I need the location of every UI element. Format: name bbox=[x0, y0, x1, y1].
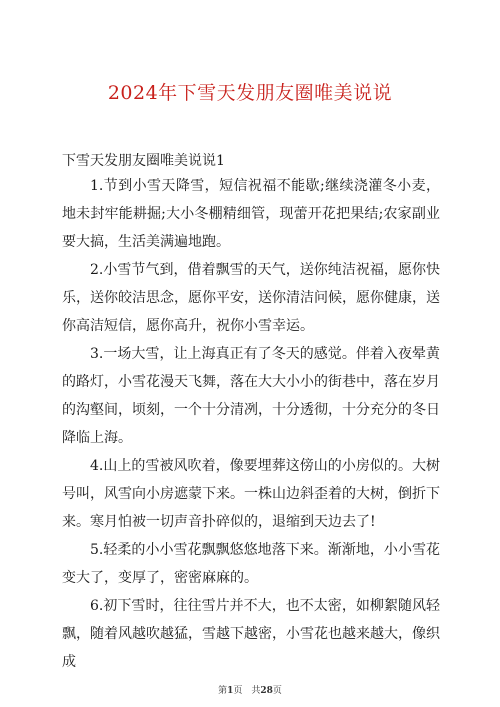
paragraph-4: 4.山上的雪被风吹着，像要埋葬这傍山的小房似的。大树号叫，风雪向小房遮蒙下来。一株山边斜歪着的大树，倒折下来。寒月怕被一切声音扑碎似的，退缩到天边去了! bbox=[62, 458, 440, 530]
page-prefix: 第 bbox=[218, 686, 228, 696]
page-suffix: 页 bbox=[272, 686, 282, 696]
paragraph-1: 1.节到小雪天降雪，短信祝福不能歇;继续浇灌冬小麦，地未封牢能耕掘;大小冬棚精细管，现蕾开花把果结;农家副业要大搞，生活美满遍地跑。 bbox=[62, 178, 440, 250]
page-current: 1 bbox=[227, 686, 234, 696]
page-footer bbox=[0, 683, 500, 696]
paragraph-3: 3.一场大雪，让上海真正有了冬天的感觉。伴着入夜晕黄的路灯，小雪花漫天飞舞，落在大大小小的街巷中，落在岁月的沟壑间，顷刻，一个十分清冽，十分透彻，十分充分的冬日降临上海。 bbox=[62, 346, 440, 446]
page-total: 28 bbox=[260, 686, 273, 696]
document-body bbox=[62, 172, 440, 676]
paragraph-5: 5.轻柔的小小雪花飘飘悠悠地落下来。渐渐地，小小雪花变大了，变厚了，密密麻麻的。 bbox=[62, 542, 440, 586]
page-mid: 页 共 bbox=[233, 686, 261, 696]
section-heading: 下雪天发朋友圈唯美说说1 bbox=[62, 153, 225, 169]
paragraph-6: 6.初下雪时，往往雪片并不大，也不太密，如柳絮随风轻飘，随着风越吹越猛，雪越下越密，小雪花也越来越大，像织成 bbox=[62, 598, 440, 670]
paragraph-2: 2.小雪节气到，借着飘雪的天气，送你纯洁祝福，愿你快乐，送你皎洁思念，愿你平安，送你清洁问候，愿你健康，送你高洁短信，愿你高升，祝你小雪幸运。 bbox=[62, 262, 440, 334]
document-title: 2024年下雪天发朋友圈唯美说说 bbox=[107, 82, 393, 104]
